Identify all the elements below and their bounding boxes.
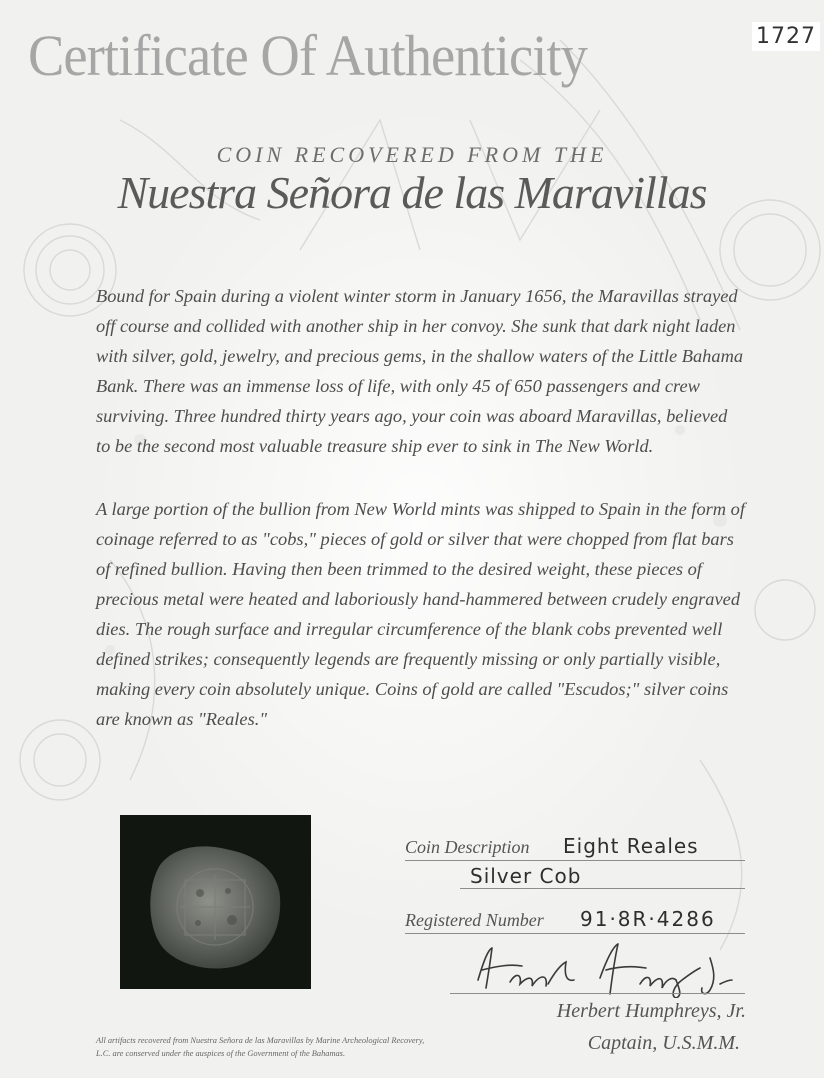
signer-name: Herbert Humphreys, Jr.	[556, 1000, 746, 1022]
registered-number-value: 91·8R·4286	[580, 907, 716, 931]
certificate-subtitle: COIN RECOVERED FROM THE	[216, 142, 608, 167]
footnote: All artifacts recovered from Nuestra Señora de las Maravillas by Marine Archeological Recovery, L.C. are conserved under the auspices of the Government of the Bahamas.	[96, 1036, 425, 1058]
handwritten-note: 1727	[752, 22, 820, 51]
registered-number-label: Registered Number	[405, 910, 544, 930]
coin-description-label: Coin Description	[405, 837, 530, 857]
coin-description-value: Eight Reales	[563, 834, 699, 858]
coin-description-row	[405, 830, 745, 861]
history-paragraph: Bound for Spain during a violent winter storm in January 1656, the Maravillas strayed off course and collided with another ship in her convoy. She sunk that dark night laden with silver, gold, jewelry, and precious gems, in the shallow waters of the Little Bahama Bank. There was an immense loss of life, with only 45 of 650 passengers and crew surviving. Three hundred thirty years ago, your coin was aboard Maravillas, believed to be the second most valuable treasure ship ever to sink in The New World.	[96, 286, 744, 456]
signer-title: Captain, U.S.M.M.	[587, 1032, 740, 1054]
signature-image	[470, 940, 750, 998]
coin-description-value-2: Silver Cob	[470, 864, 582, 888]
coin-icon	[120, 815, 311, 989]
registered-number-row	[405, 903, 745, 934]
coin-description-row-2	[460, 858, 745, 889]
ship-name: Nuestra Señora de las Maravillas	[117, 167, 707, 218]
signature-line	[450, 993, 745, 994]
certificate-title: Certificate Of Authenticity	[28, 23, 588, 88]
coin-image	[120, 815, 311, 989]
cobs-paragraph: A large portion of the bullion from New World mints was shipped to Spain in the form of coinage referred to as "cobs," pieces of gold or silver that were chopped from flat bars of refined bullion. Having then been trimmed to the desired weight, these pieces of precious metal were heated and laboriously hand-hammered between crudely engraved dies. The rough surface and irregular circumference of the blank cobs prevented well defined strikes; consequently legends are frequently missing or only partially visible, making every coin absolutely unique. Coins of gold are called "Escudos;" silver coins are known as "Reales."	[96, 499, 745, 729]
